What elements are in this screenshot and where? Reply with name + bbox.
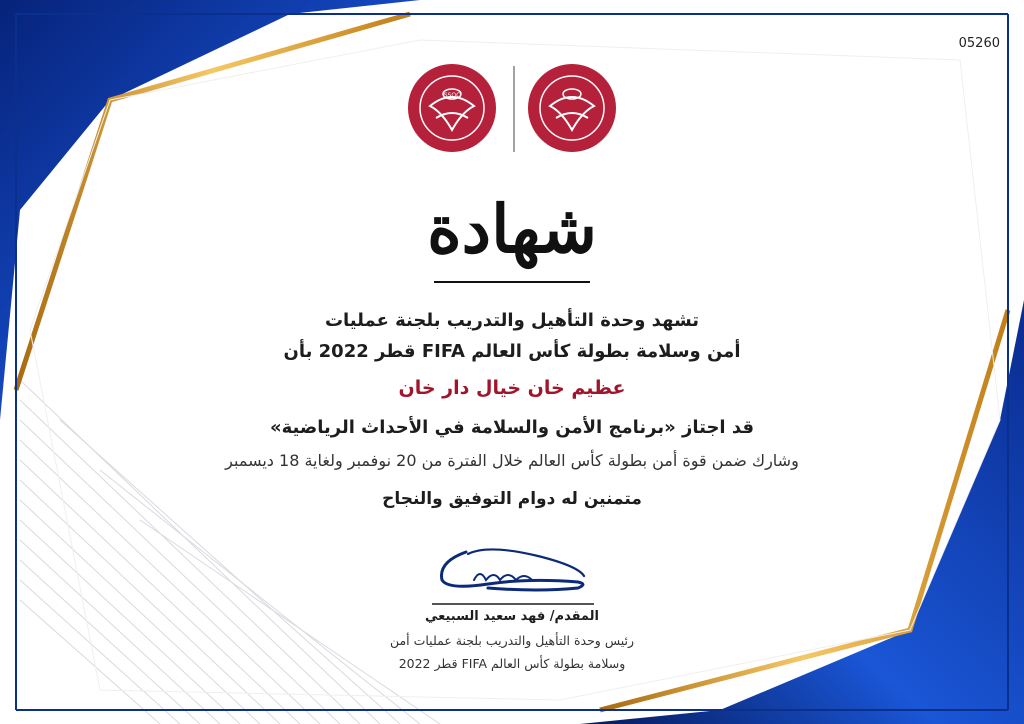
- intro-line-1: تشهد وحدة التأهيل والتدريب بلجنة عمليات: [324, 310, 700, 331]
- closing-line: متمنين له دوام التوفيق والنجاح: [382, 489, 642, 509]
- achievement-line: قد اجتاز «برنامج الأمن والسلامة في الأحداث الرياضية»: [269, 417, 755, 438]
- participation-line: وشارك ضمن قوة أمن بطولة كأس العالم خلال الفترة من 20 نوفمبر ولغاية 18 ديسمبر: [225, 451, 799, 470]
- recipient-name: عظيم خان خيال دار خان: [398, 377, 626, 399]
- signer-title-line-2: وسلامة بطولة كأس العالم FIFA قطر 2022: [398, 656, 626, 671]
- left-logo-text: SSOC: [443, 92, 461, 99]
- certificate-title: [412, 170, 612, 290]
- serial-number: 05260: [958, 36, 1000, 51]
- signer-name: المقدم/ فهد سعيد السبيعي: [425, 609, 599, 624]
- ssoc-seal-icon: [408, 64, 496, 152]
- title-text: شهادة: [427, 190, 597, 268]
- intro-line-2: أمن وسلامة بطولة كأس العالم FIFA قطر 2022 بأن: [283, 341, 741, 362]
- logos-row: [400, 60, 630, 160]
- signature-icon: [428, 540, 598, 600]
- training-unit-seal-icon: [528, 64, 616, 152]
- signer-title-line-1: رئيس وحدة التأهيل والتدريب بلجنة عمليات أمن: [389, 633, 635, 648]
- signature-line: [432, 603, 594, 605]
